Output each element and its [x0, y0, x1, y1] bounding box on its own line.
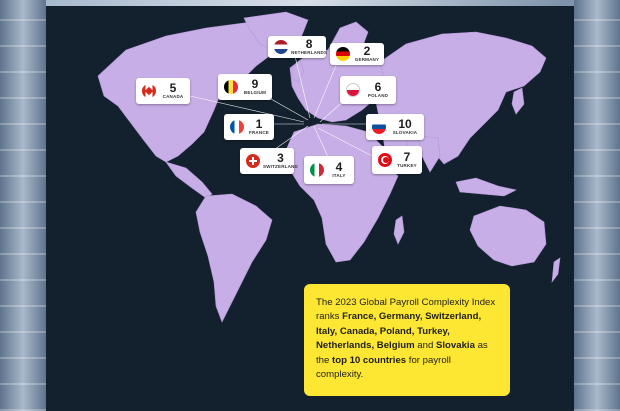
callout-text-3: as the — [316, 340, 488, 366]
rank-card-germany — [330, 43, 384, 65]
country-label: SLOVAKIA — [392, 130, 418, 135]
callout-top10: top 10 countries — [332, 354, 407, 366]
callout-last-country: Slovakia — [435, 340, 475, 352]
rank-number: 8 — [305, 37, 313, 51]
country-label: CANADA — [162, 94, 184, 99]
rank-number: 10 — [398, 117, 412, 131]
rank-card-switzerland — [240, 148, 298, 174]
rank-number: 6 — [374, 80, 382, 94]
country-label: GERMANY — [354, 57, 380, 62]
country-label: TURKEY — [397, 163, 417, 168]
country-label: BELGIUM — [243, 90, 267, 95]
rank-number: 4 — [335, 160, 343, 174]
rank-card-belgium — [218, 74, 272, 100]
callout-text-1: The 2023 Global Payroll Complexity Index ranks — [316, 297, 496, 323]
rank-number: 9 — [251, 77, 259, 91]
rank-number: 3 — [277, 151, 284, 165]
background-building-left — [0, 0, 46, 411]
callout-text-2: and — [414, 340, 436, 352]
rank-card-slovakia — [366, 114, 424, 140]
landmass-africa — [286, 124, 398, 262]
rank-card-france — [224, 114, 274, 140]
rank-card-italy — [304, 156, 354, 184]
flag-netherlands-icon — [274, 40, 288, 54]
country-label: SWITZERLAND — [263, 164, 298, 169]
background-building-right — [574, 0, 620, 411]
country-label: ITALY — [332, 173, 346, 178]
flag-turkey-icon — [378, 153, 392, 167]
flag-germany-icon — [336, 47, 350, 61]
callout-countries: France, Germany, Switzerland, Italy, Canada, Poland, Turkey, Netherlands, Belgium — [316, 311, 482, 352]
rank-card-poland — [340, 76, 396, 104]
flag-italy-icon — [310, 163, 324, 177]
rank-card-netherlands — [268, 36, 326, 58]
landmass-japan — [512, 88, 524, 114]
flag-poland-icon — [346, 83, 360, 97]
flag-switzerland-icon — [246, 154, 260, 168]
flag-belgium-icon — [224, 80, 238, 94]
map-panel — [46, 6, 574, 411]
landmass-south-america — [196, 194, 272, 322]
landmass-madagascar — [394, 216, 404, 244]
callout-text-4: for payroll complexity. — [316, 354, 451, 381]
rank-number: 2 — [363, 44, 371, 58]
landmass-new-zealand — [552, 258, 560, 282]
rank-number: 5 — [169, 81, 177, 95]
landmass-australia — [470, 206, 546, 266]
country-label: POLAND — [367, 93, 389, 98]
flag-slovakia-icon — [372, 120, 386, 134]
rank-number: 7 — [403, 150, 411, 164]
flag-france-icon — [230, 120, 244, 134]
rank-card-turkey — [372, 146, 422, 174]
landmass-indonesia — [456, 178, 516, 196]
rank-card-canada — [136, 78, 190, 104]
summary-callout — [304, 284, 510, 396]
country-label: FRANCE — [249, 130, 269, 135]
rank-number: 1 — [255, 117, 263, 131]
flag-canada-icon — [142, 84, 156, 98]
landmass-central-america — [166, 162, 212, 198]
country-label: NETHERLANDS — [291, 50, 328, 55]
